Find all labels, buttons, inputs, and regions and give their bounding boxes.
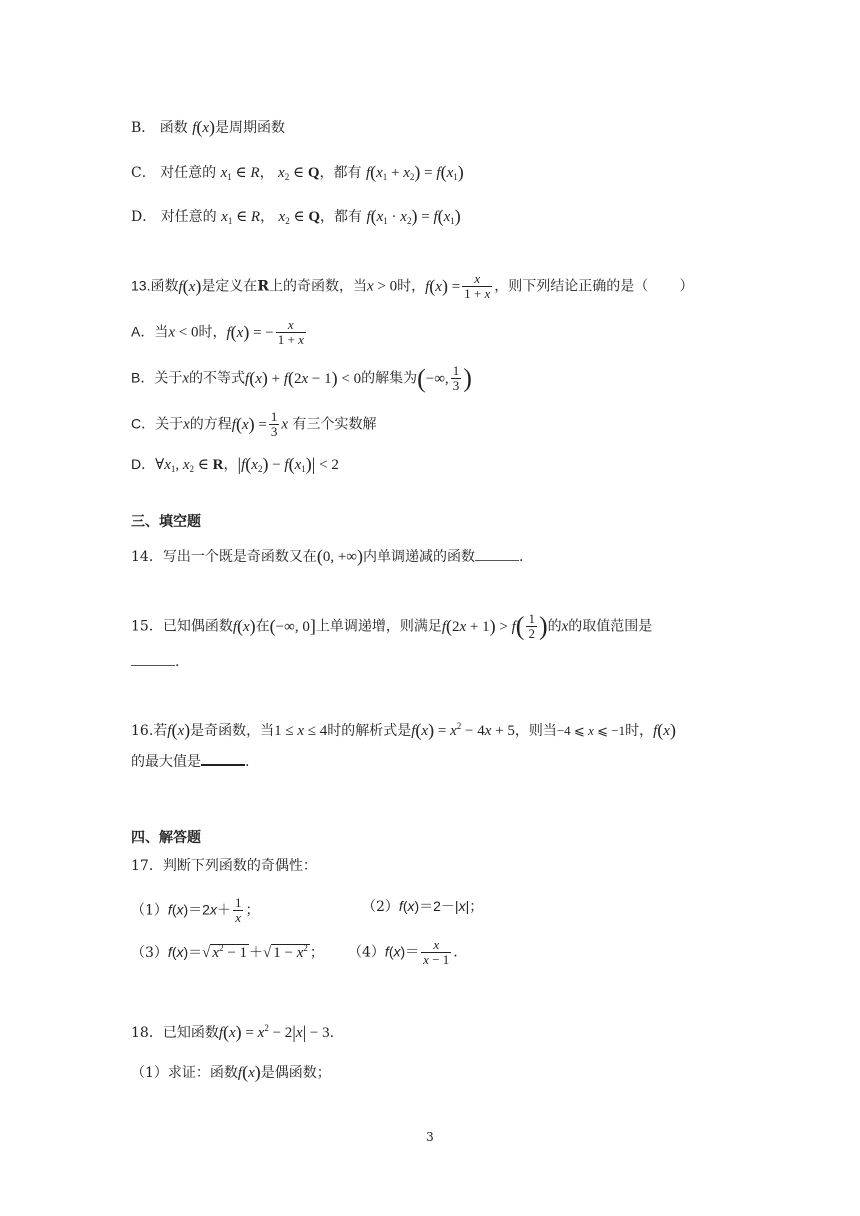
page-number: 3 [426, 1130, 434, 1144]
q15-answer-line: . [131, 652, 179, 672]
q17-part4: （4）f(x)＝ $\frac{x}{x - 1}$ . [348, 937, 458, 967]
section-title-answer: 四、解答题 [131, 830, 201, 846]
q12-option-b: B． 函数 f(x)是周期函数 [131, 117, 286, 137]
q15: 15．已知偶函数f(x)在(−∞, 0]上单调递增，则满足f(2x + 1) > f( $\frac{1}{2}$ )的x的取值范围是 [131, 611, 653, 641]
q18-stem: 18．已知函数$f(x) = x^2 - 2|x| - 3$. [131, 1022, 335, 1042]
answer-blank[interactable] [131, 653, 175, 666]
answer-blank[interactable] [475, 548, 519, 561]
q14: 14．写出一个既是奇函数又在(0, +∞)内单调递减的函数 . [131, 546, 524, 566]
q16-line2: 的最大值是 . [131, 754, 250, 770]
q17-stem: 17．判断下列函数的奇偶性： [131, 858, 317, 874]
q12-option-c: C． 对任意的 $x_1$ ∈ R， $x_2$ ∈ Q，都有 $f(x_1 + x_2) = f(x_1)$ [131, 162, 464, 182]
q13-option-d: D．$\forall x_1$, $x_2$ ∈ R，$|f(x_2) - f(x_1)| < 2$ [131, 454, 339, 474]
q13-option-b: B．关于x的不等式f(x) + f(2x − 1) < 0的解集为(−∞, $\frac{1}{3}$ ) [131, 363, 472, 393]
option-label: B． [131, 120, 156, 136]
section-title-fill-in: 三、填空题 [131, 514, 201, 530]
answer-blank[interactable] [201, 752, 245, 766]
q17-part2: （2）f(x)＝2－|x|； [362, 898, 484, 915]
q18-part1: （1）求证：函数f(x)是偶函数； [131, 1062, 331, 1082]
q13-option-c: C．关于x的方程f(x) = $\frac{1}{3}$ x 有三个实数解 [131, 409, 377, 439]
q16: 16.若f(x)是奇函数，当1 ≤ x ≤ 4时的解析式是$f(x) = x^2 - 4x + 5$，则当−4 ⩽ x ⩽ −1时，f(x) [131, 720, 676, 740]
q12-option-d: D． 对任意的 $x_1$ ∈ R， $x_2$ ∈ Q，都有 $f(x_1 \cdot x_2) = f(x_1)$ [131, 206, 461, 226]
q17-part1: （1）f(x)＝2x＋ $\frac{1}{x}$ ； [131, 895, 260, 925]
q17-part3: （3）f(x)＝√ $x^2 - 1$ ＋√ $1 - x^2$ ； [131, 943, 324, 961]
q13-option-a: A．当x < 0时，f(x) = − $\frac{x}{1 + x}$ [131, 317, 304, 347]
q13-stem: 13.函数f(x)是定义在R上的奇函数，当x > 0时，f(x) = $\frac{x}{1 + x}$ ，则下列结论正确的是（ ） [131, 271, 694, 301]
